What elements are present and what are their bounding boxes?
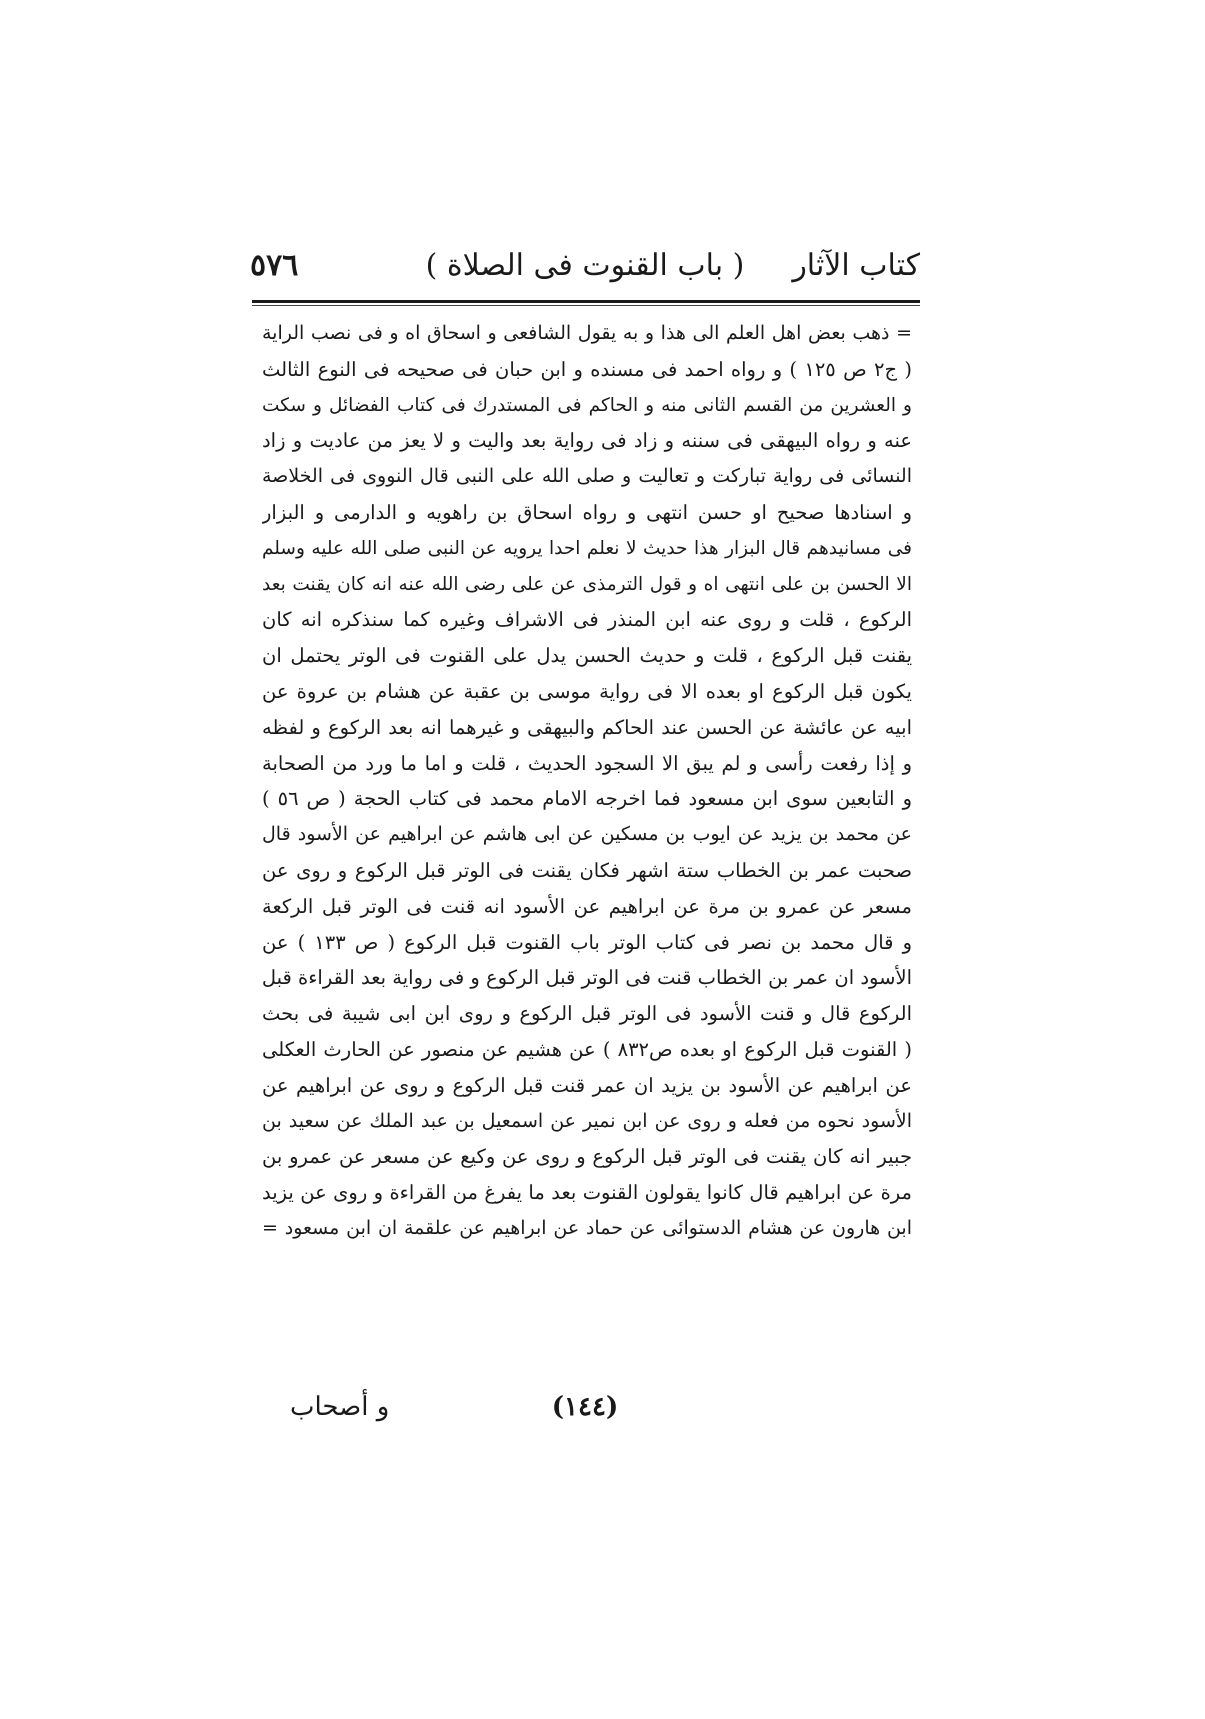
text-line: يقنت قبل الركوع ، قلت و حديث الحسن يدل على القنوت فى الوتر يحتمل ان — [262, 644, 912, 668]
text-line: و إذا رفعت رأسى و لم يبق الا السجود الحديث ، قلت و اما ما ورد من الصحابة — [262, 751, 912, 775]
text-line: عنه و رواه البيهقى فى سننه و زاد فى رواية بعد واليت و لا يعز من عاديت و زاد — [262, 429, 912, 453]
text-line: النسائى فى رواية تباركت و تعاليت و صلى الله على النبى قال النووى فى الخلاصة — [262, 465, 912, 488]
page-header — [250, 240, 920, 300]
text-line: عن ابراهيم عن الأسود بن يزيد ان عمر قنت قبل الركوع و روى عن ابراهيم عن — [262, 1073, 912, 1097]
text-line: و قال محمد بن نصر فى كتاب الوتر باب القنوت قبل الركوع ( ص ١٣٣ ) عن — [262, 930, 912, 954]
text-line: الأسود ان عمر بن الخطاب قنت فى الوتر قبل الركوع و فى رواية بعد القراءة قبل — [262, 966, 912, 990]
text-line: ابيه عن عائشة عن الحسن عند الحاكم والبيهقى و غيرهما انه بعد الركوع و لفظه — [262, 715, 912, 739]
text-line: الأسود نحوه من فعله و روى عن ابن نمير عن اسمعيل بن عبد الملك عن سعيد بن — [262, 1109, 912, 1132]
text-line: يكون قبل الركوع او بعده الا فى رواية موسى بن عقبة عن هشام بن عروة عن — [262, 679, 912, 703]
page-number: ٥٧٦ — [250, 248, 299, 283]
text-line: مسعر عن عمرو بن مرة عن ابراهيم عن الأسود انه قنت فى الوتر قبل الركعة — [262, 894, 912, 918]
text-line: و العشرين من القسم الثانى منه و الحاكم فى المستدرك فى كتاب الفضائل و سكت — [262, 394, 912, 416]
text-line: و اسنادها صحيح او حسن انتهى و رواه اسحاق بن راهويه و الدارمى و البزار — [262, 500, 912, 524]
chapter-title: ( باب القنوت فى الصلاة ) — [425, 248, 745, 283]
text-line: جبير انه كان يقنت فى الوتر قبل الركوع و روى عن وكيع عن مسعر عن عمرو بن — [262, 1145, 912, 1169]
text-line: الا الحسن بن على انتهى اه و قول الترمذى عن على رضى الله عنه انه كان يقنت بعد — [262, 573, 912, 595]
text-line: صحبت عمر بن الخطاب ستة اشهر فكان يقنت فى الوتر قبل الركوع و روى عن — [262, 858, 912, 882]
text-line: = ذهب بعض اهل العلم الى هذا و به يقول الشافعى و اسحاق اه و فى نصب الراية — [262, 322, 912, 344]
signature-mark: (١٤٤) — [551, 1392, 619, 1422]
text-line: الركوع قال و قنت الأسود فى الوتر قبل الركوع و روى ابن ابى شيبة فى بحث — [262, 1002, 912, 1026]
header-rule — [252, 300, 920, 303]
text-line: ابن هارون عن هشام الدستوائى عن حماد عن ابراهيم عن علقمة ان ابن مسعود = — [262, 1216, 912, 1239]
page-footer — [250, 1385, 920, 1435]
book-title: كتاب الآثار — [792, 248, 920, 283]
body-text — [262, 316, 912, 1247]
text-line: عن محمد بن يزيد عن ايوب بن مسكين عن ابى هاشم عن ابراهيم عن الأسود قال — [262, 823, 912, 846]
catchword: و أصحاب — [290, 1392, 390, 1422]
text-line: مرة عن ابراهيم قال كانوا يقولون القنوت بعد ما يفرغ من القراءة و روى عن يزيد — [262, 1181, 912, 1205]
header-rule-thin — [252, 305, 920, 306]
text-line: فى مسانيدهم قال البزار هذا حديث لا نعلم احدا يرويه عن النبى صلى الله عليه وسلم — [262, 537, 912, 559]
text-line: و التابعين سوى ابن مسعود فما اخرجه الامام محمد فى كتاب الحجة ( ص ٥٦ ) — [262, 787, 912, 811]
text-line: الركوع ، قلت و روى عنه ابن المنذر فى الاشراف وغيره كما سنذكره انه كان — [262, 608, 912, 632]
text-line: ( القنوت قبل الركوع او بعده ص٨٣٢ ) عن هشيم عن منصور عن الحارث العكلى — [262, 1037, 912, 1061]
text-line: ( ج٢ ص ١٢٥ ) و رواه احمد فى مسنده و ابن حبان فى صحيحه فى النوع الثالث — [262, 357, 912, 381]
